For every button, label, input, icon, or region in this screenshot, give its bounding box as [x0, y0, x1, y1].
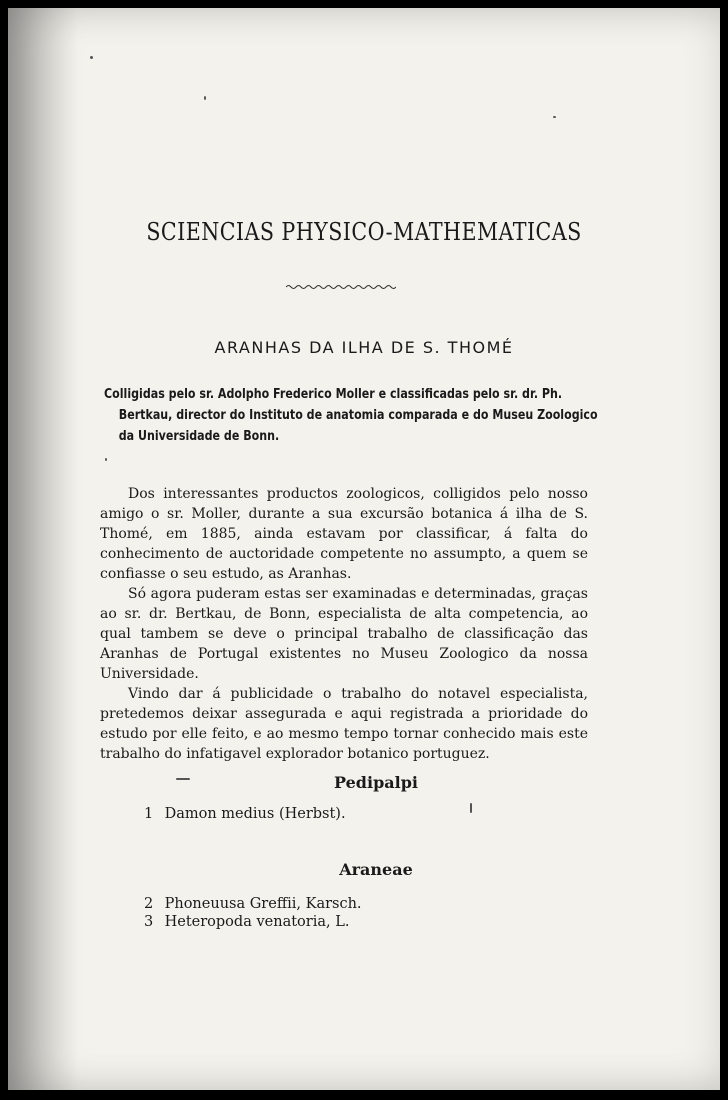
article-body: [100, 484, 588, 764]
scan-speck: [470, 803, 472, 813]
scan-speck: [176, 778, 190, 780]
byline-line-1: Colligidas pelo sr. Adolpho Frederico Moller e classificadas pelo sr. dr. Ph.: [104, 386, 563, 402]
species-entry: [144, 896, 362, 912]
byline-line-3: da Universidade de Bonn.: [118, 428, 280, 444]
paragraph: Dos interessantes productos zoologicos, colligidos pelo nosso amigo o sr. Moller, durante a sua excursão botanica á ilha de S. Thomé, em 1885, ainda estavam por classificar, á falta do conhecimento de auctoridade competente no assumpto, a quem se confiasse o seu estudo, as Aranhas.: [100, 486, 588, 582]
species-number: 2: [144, 896, 154, 912]
article-byline: [104, 384, 604, 447]
scan-shadow: [8, 8, 78, 1090]
paragraph: Só agora puderam estas ser examinadas e determinadas, graças ao sr. dr. Bertkau, de Bonn, especialista de alta competencia, ao qual tambem se deve o principal trabalho de classificação das Aranhas de Portugal existentes no Museu Zoologico da nossa Universidade.: [100, 586, 588, 682]
section-title: SCIENCIAS PHYSICO-MATHEMATICAS: [146, 218, 582, 246]
group-heading-pedipalpi: Pedipalpi: [334, 773, 418, 792]
species-number: 1: [144, 806, 154, 822]
byline-line-2: Bertkau, director do Instituto de anatomia comparada e do Museu Zoologico: [118, 407, 598, 423]
species-name: Phoneuusa Greffii, Karsch.: [164, 896, 362, 912]
article-title: ARANHAS DA ILHA DE S. THOMÉ: [214, 338, 514, 357]
group-heading-araneae: Araneae: [339, 860, 413, 879]
wavy-divider: [286, 284, 396, 290]
scan-speck: [553, 116, 556, 118]
species-entry: [144, 914, 349, 930]
document-page: [8, 8, 720, 1090]
scan-speck: [204, 96, 206, 100]
scan-speck: [90, 56, 93, 59]
paragraph: Vindo dar á publicidade o trabalho do notavel especialista, pretedemos deixar assegurada e aqui registrada a prioridade do estudo por elle feito, e ao mesmo tempo tornar conhecido mais este trabalho do infatigavel explorador botanico portuguez.: [100, 686, 588, 762]
species-name: Heteropoda venatoria, L.: [164, 914, 350, 930]
species-number: 3: [144, 914, 154, 930]
species-entry: [144, 806, 346, 822]
scan-speck: [105, 458, 107, 461]
species-name: Damon medius (Herbst).: [164, 806, 346, 822]
